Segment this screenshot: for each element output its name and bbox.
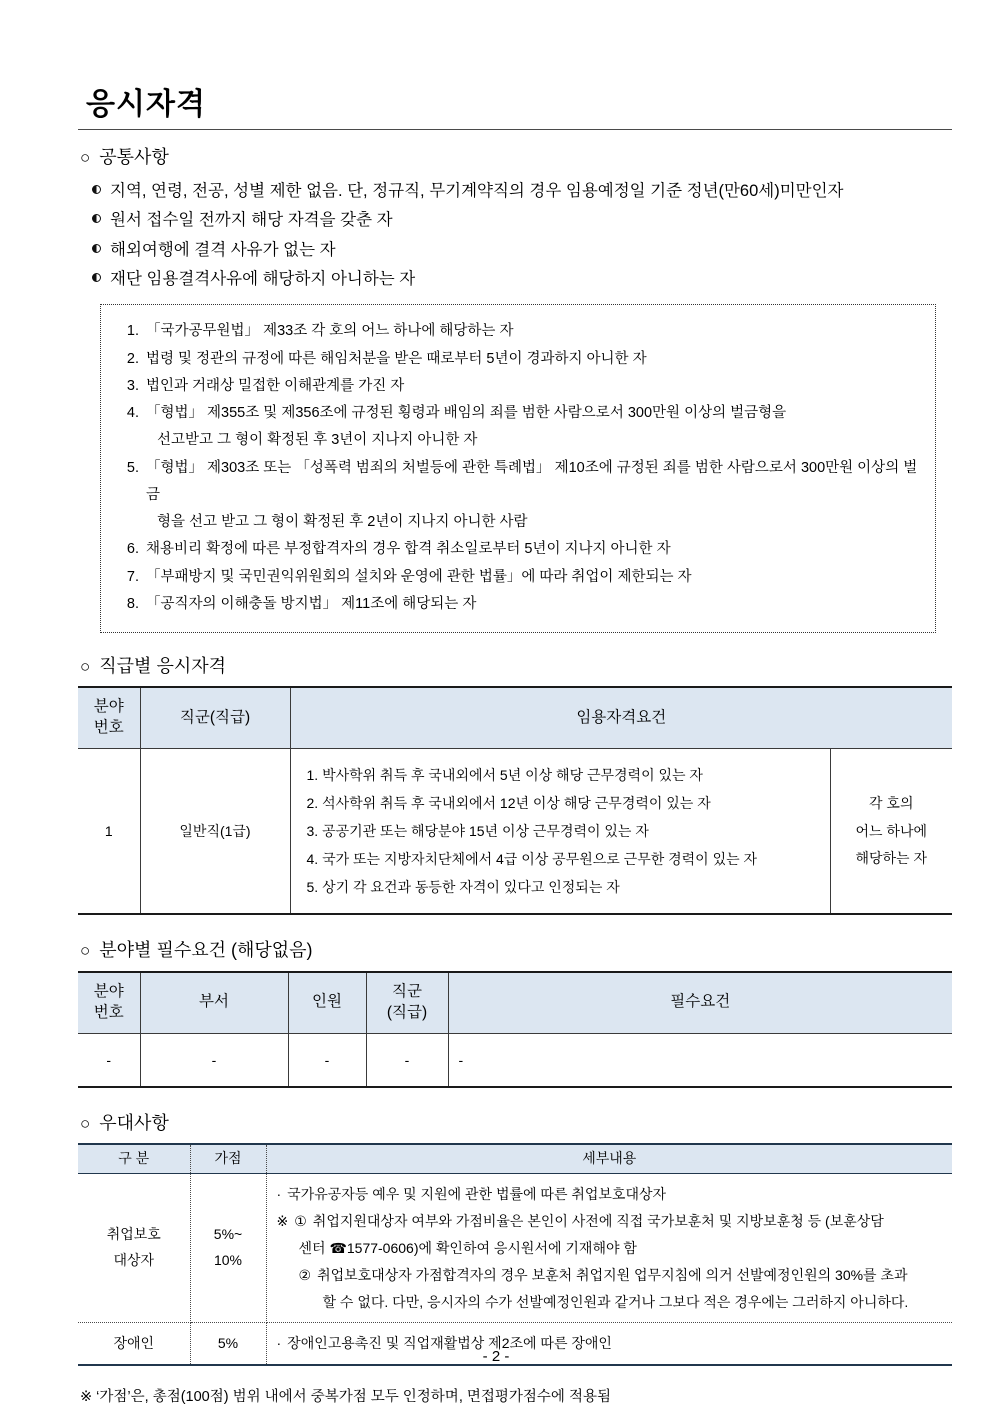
section-heading-preference [80,1112,952,1135]
column-header-essential: 필수요건 [448,972,952,1033]
column-header-qualification: 임용자격요건 [290,687,952,748]
item-text: 법령 및 정관의 규정에 따른 해임처분을 받은 때로부터 5년이 경과하지 아니한 자 [146,350,647,367]
list-item [119,400,919,455]
item-text-continued: 형을 선고 받고 그 형이 확정된 후 2년이 지나지 아니한 사람 [157,514,528,531]
cell-detail [266,1174,952,1323]
detail-marker: ※ [276,1212,289,1229]
list-item: 5. 상기 각 요건과 동등한 자격이 있다고 인정되는 자 [306,879,620,896]
cell-qualification-note: 각 호의 어느 하나에 해당하는 자 [830,749,952,915]
section-heading-common [80,146,952,169]
circle-marker-icon: ○ [80,147,91,167]
list-item: 4. 국가 또는 지방자치단체에서 4급 이상 공무원으로 근무한 경력이 있는 자 [306,851,758,868]
cell-job-group: 일반직(1급) [140,749,290,915]
detail-text: 국가유공자등 예우 및 지원에 관한 법률에 따른 취업보호대상자 [287,1186,667,1203]
item-text-continued: 선고받고 그 형이 확정된 후 3년이 지나지 아니한 자 [157,432,478,449]
preference-table [78,1143,952,1366]
item-text: 「형법」 제355조 및 제356조에 규정된 횡령과 배임의 죄를 범한 사람으로서 300만원 이상의 벌금형을 [146,405,787,422]
page-number: - 2 - [482,1348,510,1365]
column-header-department: 부서 [140,972,288,1033]
detail-line [277,1262,945,1289]
circle-marker-icon: ○ [80,941,91,961]
column-header-headcount: 인원 [288,972,366,1033]
circle-marker-icon: ○ [80,657,91,677]
essential-requirement-table [78,971,952,1088]
section-heading-essential [80,939,952,962]
item-number: 2. [126,350,139,367]
detail-text: 취업지원대상자 여부와 가점비율은 본인이 사전에 직접 국가보훈처 및 지방보훈청 등 (보훈상담 [312,1212,884,1229]
detail-line [277,1235,945,1262]
item-text: 채용비리 확정에 따른 부정합격자의 경우 합격 취소일로부터 5년이 지나지 아니한 자 [146,541,671,558]
cell-job-group: - [366,1033,448,1087]
detail-text: 장애인고용촉진 및 직업재활법상 제2조에 따른 장애인 [287,1335,612,1352]
item-number: 1. [126,323,139,340]
list-item: 3. 공공기관 또는 해당분야 15년 이상 근무경력이 있는 자 [306,823,649,840]
list-item [92,236,952,265]
page-title: 응시자격 [86,88,206,121]
cell-points: 5%~ 10% [190,1174,266,1323]
item-text: 「국가공무원법」 제33조 각 호의 어느 하나에 해당하는 자 [146,323,514,340]
cell-category: 취업보호 대상자 [78,1174,190,1323]
list-item [119,373,919,400]
item-number: 8. [126,595,139,612]
item-number: 5. [126,459,139,476]
detail-marker: · [276,1186,282,1203]
common-bullet-list [78,177,952,294]
cell-qualification-list [290,749,830,915]
list-item [119,346,919,373]
table-row [78,1033,952,1087]
cell-points: 5% [190,1323,266,1365]
disqualification-list [119,318,919,618]
table-row [78,749,952,915]
list-item: 1. 박사학위 취득 후 국내외에서 5년 이상 해당 근무경력이 있는 자 [306,767,703,784]
detail-line [277,1181,945,1208]
detail-marker: · [276,1335,282,1352]
bullet-text: 재단 임용결격사유에 해당하지 아니하는 자 [110,269,416,288]
detail-text: 취업보호대상자 가점합격자의 경우 보훈처 취업지원 업무지침에 의거 선발예정인원의 30%를 초과 [317,1266,908,1283]
item-text: 「공직자의 이해충돌 방지법」 제11조에 해당되는 자 [146,595,477,612]
table-header-row [78,972,952,1033]
section-heading-grade [80,655,952,678]
title-divider [78,129,952,130]
cell-field-no: - [78,1033,140,1087]
detail-number: ① [294,1212,307,1229]
detail-line [277,1289,945,1316]
list-item [119,455,919,537]
section-heading-grade-label: 직급별 응시자격 [99,656,226,677]
grade-qualification-table [78,686,952,915]
list-item [119,536,919,563]
column-header-job-group: 직군 (직급) [366,972,448,1033]
list-item [92,206,952,235]
half-circle-bullet-icon [92,273,101,282]
table-row [78,1174,952,1323]
section-heading-preference-label: 우대사항 [99,1113,169,1134]
item-text: 「부패방지 및 국민권익위원회의 설치와 운영에 관한 법률」에 따라 취업이 제한되는 자 [146,568,692,585]
cell-headcount: - [288,1033,366,1087]
detail-number: ② [298,1266,312,1283]
item-text: 법인과 거래상 밀접한 이해관계를 가진 자 [146,377,405,394]
item-number: 4. [126,405,139,422]
half-circle-bullet-icon [92,185,101,194]
column-header-category: 구 분 [78,1144,190,1173]
detail-line [277,1208,945,1235]
section-heading-common-label: 공통사항 [99,146,169,167]
column-header-job-group: 직군(직급) [140,687,290,748]
list-item [119,591,919,618]
circle-marker-icon: ○ [80,1114,91,1134]
item-text: 「형법」 제303조 또는 「성폭력 범죄의 처벌등에 관한 특례법」 제10조에 규정된 죄를 범한 사람으로서 300만원 이상의 벌금 [146,459,918,503]
section-heading-essential-label: 분야별 필수요건 (해당없음) [99,940,313,961]
cell-essential: - [448,1033,952,1087]
column-header-points: 가점 [190,1144,266,1173]
table-header-row [78,687,952,748]
table-header-row [78,1144,952,1173]
half-circle-bullet-icon [92,214,101,223]
bullet-text: 해외여행에 결격 사유가 없는 자 [110,240,336,259]
cell-category: 장애인 [78,1323,190,1365]
item-number: 7. [126,568,139,585]
list-item [92,177,952,206]
half-circle-bullet-icon [92,244,101,253]
list-item: 2. 석사학위 취득 후 국내외에서 12년 이상 해당 근무경력이 있는 자 [306,795,711,812]
item-number: 3. [126,377,139,394]
list-item [119,564,919,591]
qualification-list [307,761,820,901]
column-header-detail: 세부내용 [266,1144,952,1173]
list-item [119,318,919,345]
preference-footnote: ※ ‘가점’은, 총점(100점) 범위 내에서 중복가점 모두 인정하며, 면접평가점수에 적용됨 [80,1389,611,1406]
list-item [92,265,952,294]
item-number: 6. [126,541,139,558]
bullet-text: 원서 접수일 전까지 해당 자격을 갖춘 자 [110,211,393,230]
column-header-field-no: 분야 번호 [78,687,140,748]
detail-text: 할 수 없다. 다만, 응시자의 수가 선발예정인원과 같거나 그보다 적은 경우에는 그러하지 아니하다. [322,1293,909,1310]
bullet-text: 지역, 연령, 전공, 성별 제한 없음. 단, 정규직, 무기계약직의 경우 임용예정일 기준 정년(만60세)미만인자 [110,181,844,200]
column-header-field-no: 분야 번호 [78,972,140,1033]
detail-text: 센터 ☎1577-0606)에 확인하여 응시원서에 기재해야 함 [298,1239,637,1256]
disqualification-box [100,304,936,633]
cell-department: - [140,1033,288,1087]
cell-field-no: 1 [78,749,140,915]
